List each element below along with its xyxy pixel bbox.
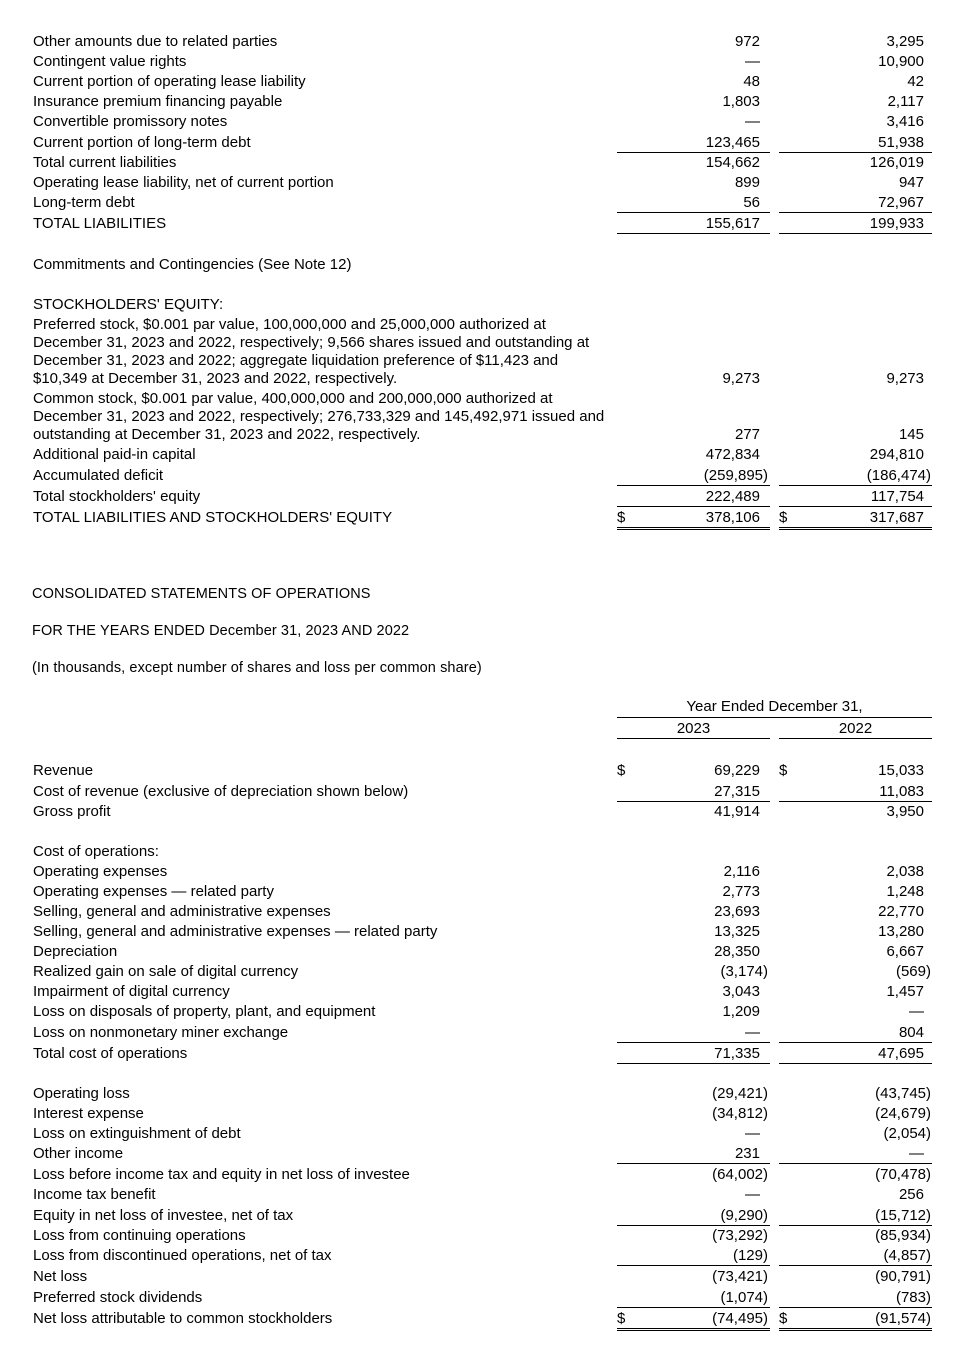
value-2023: 27,315 [714, 783, 760, 800]
value-2023: 48 [743, 73, 760, 90]
row-label: Loss before income tax and equity in net loss of investee [33, 1166, 410, 1183]
underline [779, 485, 932, 486]
value-2022: 317,687 [869, 509, 924, 526]
value-2023: 155,617 [705, 215, 760, 232]
value-2023: 231 [734, 1145, 760, 1162]
value-2022: 117,754 [870, 488, 924, 505]
underline [779, 152, 932, 153]
value-2022: 126,019 [869, 154, 924, 171]
column-group-header: Year Ended December 31, [686, 698, 863, 715]
value-2023: (9,290) [720, 1207, 768, 1224]
underline [779, 212, 932, 213]
value-2023: (73,421) [712, 1268, 768, 1285]
value-2022: (783) [895, 1289, 931, 1306]
underline [617, 1063, 770, 1064]
value-2023: — [745, 1125, 760, 1142]
underline [779, 233, 932, 234]
value-2022: (569) [895, 963, 931, 980]
value-2023: (29,421) [712, 1085, 768, 1102]
value-2023: 2,116 [723, 863, 760, 880]
row-label: Cost of revenue (exclusive of depreciation shown below) [33, 783, 409, 800]
row-label: Total cost of operations [33, 1045, 188, 1062]
underline [617, 738, 770, 739]
row-label: Equity in net loss of investee, net of tax [33, 1207, 294, 1224]
column-header-2022: 2022 [838, 720, 873, 737]
row-label: Operating expenses [33, 863, 168, 880]
underline [617, 1265, 770, 1266]
value-2023: 41,914 [714, 803, 760, 820]
value-2022: 947 [898, 174, 924, 191]
row-label: Operating expenses — related party [33, 883, 274, 900]
equity-header: STOCKHOLDERS' EQUITY: [33, 296, 224, 313]
underline [779, 1063, 932, 1064]
row-label: Current portion of operating lease liability [33, 73, 306, 90]
value-2022: 51,938 [878, 134, 924, 151]
commitments-label: Commitments and Contingencies (See Note 12) [33, 256, 352, 273]
double-underline [617, 1328, 770, 1331]
value-2022: (24,679) [875, 1105, 931, 1122]
value-2022: (43,745) [875, 1085, 931, 1102]
row-label: Operating lease liability, net of current portion [33, 174, 334, 191]
row-label: Impairment of digital currency [33, 983, 230, 1000]
row-label: Loss from continuing operations [33, 1227, 246, 1244]
underline [779, 1307, 932, 1308]
underline [617, 485, 770, 486]
value-2023: 972 [734, 33, 760, 50]
value-2022: 22,770 [878, 903, 924, 920]
value-2023: 154,662 [705, 154, 760, 171]
value-2023: 277 [734, 426, 760, 443]
value-2023: 9,273 [722, 370, 760, 387]
row-label: Interest expense [33, 1105, 144, 1122]
currency-symbol: $ [779, 762, 788, 779]
row-label: Income tax benefit [33, 1186, 156, 1203]
row-label: Gross profit [33, 803, 111, 820]
value-2023: 3,043 [722, 983, 760, 1000]
row-label: Net loss [33, 1268, 88, 1285]
value-2023: — [745, 53, 760, 70]
value-2022: 11,083 [879, 783, 924, 800]
value-2022: 3,416 [886, 113, 924, 130]
double-underline [779, 1328, 932, 1331]
row-label: Loss on extinguishment of debt [33, 1125, 241, 1142]
row-label: Insurance premium financing payable [33, 93, 283, 110]
column-header-2023: 2023 [676, 720, 711, 737]
value-2022: (15,712) [875, 1207, 931, 1224]
row-label: Loss on disposals of property, plant, and equipment [33, 1003, 376, 1020]
underline [779, 1042, 932, 1043]
row-label: Preferred stock dividends [33, 1289, 203, 1306]
statement-period: FOR THE YEARS ENDED December 31, 2023 AND 2022 [32, 623, 410, 639]
value-2023: 378,106 [705, 509, 760, 526]
underline [617, 717, 932, 718]
value-2023: (1,074) [720, 1289, 768, 1306]
row-label: Net loss attributable to common stockholders [33, 1310, 333, 1327]
value-2023: (74,495) [712, 1310, 768, 1327]
row-label: Loss on nonmonetary miner exchange [33, 1024, 289, 1041]
value-2023: (73,292) [712, 1227, 768, 1244]
value-2022: — [909, 1003, 924, 1020]
underline [779, 1225, 932, 1226]
value-2022: 13,280 [878, 923, 924, 940]
value-2023: — [745, 1024, 760, 1041]
value-2022: (90,791) [875, 1268, 931, 1285]
value-2022: 3,295 [886, 33, 924, 50]
row-label: Selling, general and administrative expenses [33, 903, 331, 920]
value-2022: 2,117 [887, 93, 924, 110]
row-label: Realized gain on sale of digital currency [33, 963, 299, 980]
currency-symbol: $ [779, 1310, 788, 1327]
value-2022: 47,695 [878, 1045, 924, 1062]
row-label: TOTAL LIABILITIES [33, 215, 167, 232]
underline [779, 801, 932, 802]
row-label: Selling, general and administrative expenses — related party [33, 923, 438, 940]
value-2023: 1,803 [722, 93, 760, 110]
underline [779, 506, 932, 507]
value-2022: (91,574) [875, 1310, 931, 1327]
underline [617, 1042, 770, 1043]
value-2022: (186,474) [866, 467, 931, 484]
row-label: TOTAL LIABILITIES AND STOCKHOLDERS' EQUITY [33, 509, 393, 526]
value-2022: 1,457 [886, 983, 924, 1000]
value-2022: 42 [907, 73, 924, 90]
value-2022: 1,248 [886, 883, 924, 900]
currency-symbol: $ [617, 762, 626, 779]
value-2022: 145 [898, 426, 924, 443]
value-2022: 9,273 [886, 370, 924, 387]
value-2022: (85,934) [875, 1227, 931, 1244]
row-label: Loss from discontinued operations, net of tax [33, 1247, 332, 1264]
value-2023: 472,834 [705, 446, 760, 463]
value-2023: 69,229 [714, 762, 760, 779]
currency-symbol: $ [617, 509, 626, 526]
value-2022: 15,033 [878, 762, 924, 779]
value-2023: 2,773 [722, 883, 760, 900]
currency-symbol: $ [617, 1310, 626, 1327]
value-2022: 6,667 [886, 943, 924, 960]
row-label: Additional paid-in capital [33, 446, 196, 463]
value-2023: 71,335 [714, 1045, 760, 1062]
value-2023: — [745, 113, 760, 130]
value-2022: 294,810 [869, 446, 924, 463]
row-label: Depreciation [33, 943, 118, 960]
value-2023: 222,489 [705, 488, 760, 505]
value-2023: (34,812) [712, 1105, 768, 1122]
value-2023: — [745, 1186, 760, 1203]
value-2023: (129) [732, 1247, 768, 1264]
value-2023: (3,174) [720, 963, 768, 980]
value-2023: 28,350 [714, 943, 760, 960]
underline [779, 1163, 932, 1164]
row-label: Revenue [33, 762, 94, 779]
value-2022: (70,478) [875, 1166, 931, 1183]
row-label: Total current liabilities [33, 154, 177, 171]
underline [617, 152, 770, 153]
value-2022: 256 [898, 1186, 924, 1203]
row-label: Common stock, $0.001 par value, 400,000,000 and 200,000,000 authorized at December 31, 2023 and 2022, respectively; 276,733,329 and 145,492,971 issued and outstanding at December 31, 2023 and 2022, respectively. [33, 390, 605, 443]
value-2023: 56 [743, 194, 760, 211]
value-2022: 72,967 [878, 194, 924, 211]
underline [617, 233, 770, 234]
double-underline [779, 527, 932, 530]
underline [617, 212, 770, 213]
value-2023: (259,895) [703, 467, 768, 484]
value-2022: 3,950 [886, 803, 924, 820]
cost-header: Cost of operations: [33, 843, 159, 860]
underline [617, 1225, 770, 1226]
value-2023: 1,209 [722, 1003, 760, 1020]
statement-title: CONSOLIDATED STATEMENTS OF OPERATIONS [32, 586, 371, 602]
value-2022: (2,054) [883, 1125, 931, 1142]
value-2023: (64,002) [712, 1166, 768, 1183]
row-label: Convertible promissory notes [33, 113, 228, 130]
underline [779, 738, 932, 739]
value-2023: 899 [734, 174, 760, 191]
value-2022: 10,900 [878, 53, 924, 70]
row-label: Other income [33, 1145, 124, 1162]
value-2022: — [909, 1145, 924, 1162]
underline [617, 801, 770, 802]
value-2022: 2,038 [886, 863, 924, 880]
underline [617, 1307, 770, 1308]
value-2022: 199,933 [869, 215, 924, 232]
double-underline [617, 527, 770, 530]
value-2022: (4,857) [883, 1247, 931, 1264]
value-2023: 23,693 [714, 903, 760, 920]
row-label: Preferred stock, $0.001 par value, 100,000,000 and 25,000,000 authorized at December 31, 2023 and 2022, respectively; 9,566 shares issued and outstanding at December 31, 2023 and 2022; aggregate liquidation preference of $11,423 and $10,349 at December 31, 2023 and 2022, respectively. [33, 316, 590, 387]
row-label: Total stockholders' equity [33, 488, 201, 505]
row-label: Contingent value rights [33, 53, 187, 70]
row-label: Other amounts due to related parties [33, 33, 278, 50]
underline [617, 506, 770, 507]
row-label: Long-term debt [33, 194, 135, 211]
value-2022: 804 [898, 1024, 924, 1041]
underline [779, 1265, 932, 1266]
currency-symbol: $ [779, 509, 788, 526]
row-label: Current portion of long-term debt [33, 134, 251, 151]
row-label: Operating loss [33, 1085, 130, 1102]
statement-units: (In thousands, except number of shares and loss per common share) [32, 660, 482, 676]
value-2023: 123,465 [705, 134, 760, 151]
underline [617, 1163, 770, 1164]
value-2023: 13,325 [714, 923, 760, 940]
row-label: Accumulated deficit [33, 467, 164, 484]
